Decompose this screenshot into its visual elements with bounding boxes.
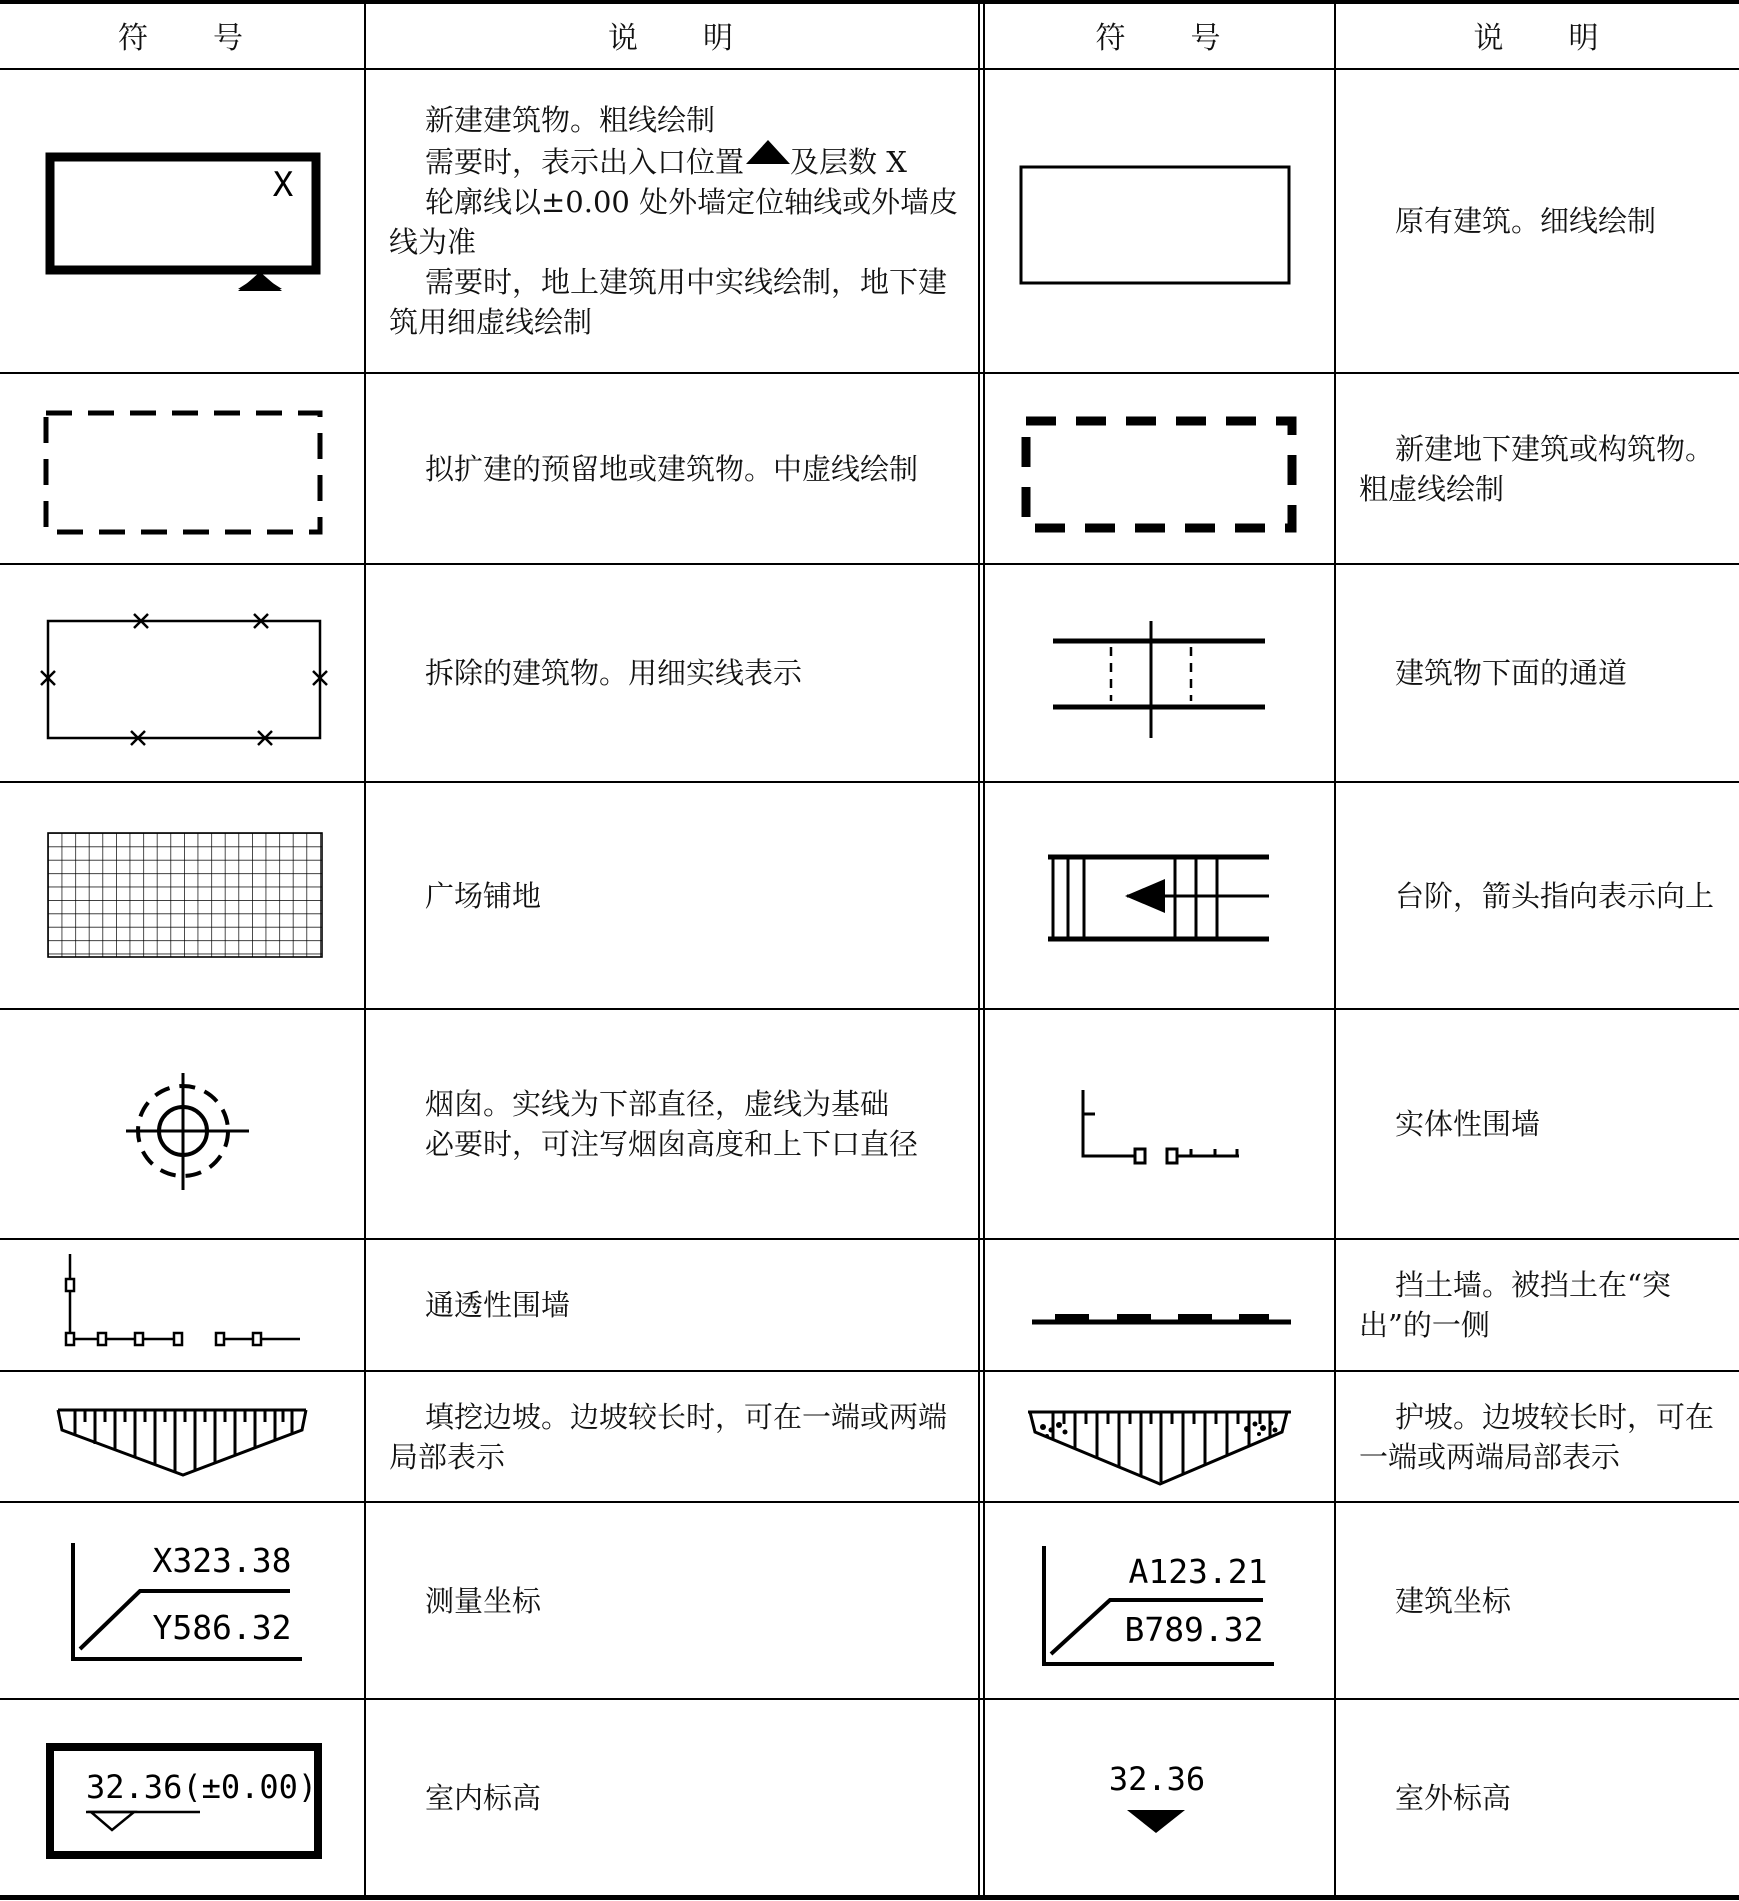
desc-existing-building: 原有建筑。细线绘制 — [1395, 204, 1657, 238]
indoor-elevation-symbol — [0, 1700, 364, 1895]
cut-fill-slope-symbol — [0, 1372, 364, 1501]
open-wall-icon — [0, 1240, 364, 1370]
new-underground-building-symbol — [985, 374, 1334, 563]
desc-chimney — [366, 1010, 978, 1238]
desc-line: 需要时，地上建筑用中实线绘制，地下建筑用细虚线绘制 — [389, 265, 948, 339]
header-char: 符 — [1095, 21, 1129, 56]
desc-new-underground-building: 新建地下建筑或构筑物。粗虚线绘制 — [1359, 431, 1715, 506]
thick-dashed-rect-icon — [985, 374, 1334, 563]
header-char: 说 — [1473, 21, 1507, 56]
coordinate-b-value: B789.32 — [1124, 1610, 1264, 1649]
header-desc-right — [1336, 0, 1739, 70]
demolished-building-symbol — [0, 565, 364, 781]
retaining-wall-symbol — [985, 1240, 1334, 1370]
desc-line: 烟囱。实线为下部直径，虚线为基础 — [425, 1087, 890, 1121]
desc-solid-enclosure-wall: 实体性围墙 — [1395, 1107, 1541, 1141]
floor-count-mark: X — [272, 165, 294, 205]
desc-cut-fill-slope: 填挖边坡。边坡较长时，可在一端或两端局部表示 — [389, 1399, 948, 1474]
header-char: 号 — [213, 21, 246, 56]
existing-building-symbol — [985, 70, 1334, 372]
desc-new-building — [366, 70, 978, 372]
desc-line: 轮廓线以±0.00 处外墙定位轴线或外墙皮线为准 — [389, 185, 959, 259]
entrance-triangle-icon — [746, 140, 790, 164]
coordinate-a-value: A123.21 — [1128, 1552, 1268, 1591]
desc-passage-under-building: 建筑物下面的通道 — [1395, 656, 1628, 690]
existing-building-icon — [985, 70, 1334, 372]
building-coordinate-icon — [985, 1503, 1334, 1698]
desc-survey-coordinate: 测量坐标 — [425, 1583, 542, 1618]
new-building-icon — [0, 70, 364, 372]
desc-indoor-elevation: 室内标高 — [425, 1780, 542, 1815]
desc-line: 新建建筑物。粗线绘制 — [425, 103, 716, 137]
header-symbol-left — [0, 0, 364, 70]
desc-plaza-paving: 广场铺地 — [425, 878, 542, 913]
desc-text: 及层数 X — [790, 145, 907, 179]
outdoor-elevation-value: 32.36 — [1108, 1760, 1206, 1798]
indoor-elevation-icon — [0, 1700, 364, 1895]
outdoor-elevation-symbol — [985, 1700, 1334, 1895]
header-symbol-right — [985, 0, 1334, 70]
revetment-slope-symbol — [985, 1372, 1334, 1501]
passage-under-building-symbol — [985, 565, 1334, 781]
outdoor-elevation-icon — [985, 1700, 1334, 1895]
header-desc-left — [366, 0, 978, 70]
planned-expansion-symbol — [0, 374, 364, 563]
header-char: 明 — [1568, 21, 1602, 56]
desc-revetment-slope: 护坡。边坡较长时，可在一端或两端局部表示 — [1359, 1399, 1715, 1474]
steps-symbol — [985, 783, 1334, 1008]
medium-dashed-rect-icon — [0, 374, 364, 563]
slope-icon — [0, 1372, 364, 1501]
center-double-rule — [978, 0, 980, 1900]
chimney-symbol — [0, 1010, 364, 1238]
header-char: 明 — [703, 21, 736, 56]
survey-coordinate-icon — [0, 1503, 364, 1698]
desc-retaining-wall: 挡土墙。被挡土在“突出”的一侧 — [1359, 1268, 1671, 1342]
desc-planned-expansion: 拟扩建的预留地或建筑物。中虚线绘制 — [425, 451, 919, 486]
header-char: 号 — [1190, 21, 1224, 56]
indoor-elevation-value: 32.36(±0.00) — [86, 1768, 318, 1806]
grid-paving-icon — [0, 783, 364, 1008]
desc-outdoor-elevation: 室外标高 — [1395, 1780, 1512, 1815]
plaza-paving-symbol — [0, 783, 364, 1008]
solid-wall-icon — [985, 1010, 1334, 1238]
desc-open-enclosure-wall: 通透性围墙 — [425, 1288, 571, 1322]
survey-coordinate-symbol — [0, 1503, 364, 1698]
open-enclosure-wall-symbol — [0, 1240, 364, 1370]
desc-text: 需要时，表示出入口位置 — [425, 145, 745, 179]
demolished-rect-icon — [0, 565, 364, 781]
revetment-icon — [985, 1372, 1334, 1501]
desc-demolished-building: 拆除的建筑物。用细实线表示 — [425, 656, 803, 690]
steps-arrow-icon — [985, 783, 1334, 1008]
table-bottom-border — [0, 1895, 1739, 1900]
chimney-icon — [0, 1010, 364, 1238]
desc-line — [389, 140, 962, 182]
new-building-symbol — [0, 70, 364, 372]
coordinate-x-value: X323.38 — [152, 1541, 292, 1580]
coordinate-y-value: Y586.32 — [152, 1608, 292, 1647]
desc-line: 必要时，可注写烟囱高度和上下口直径 — [425, 1127, 919, 1161]
passage-icon — [985, 565, 1334, 781]
desc-building-coordinate: 建筑坐标 — [1395, 1583, 1512, 1618]
header-char: 说 — [608, 21, 641, 56]
retaining-wall-icon — [985, 1240, 1334, 1370]
desc-steps: 台阶，箭头指向表示向上 — [1395, 878, 1715, 913]
building-coordinate-symbol — [985, 1503, 1334, 1698]
solid-enclosure-wall-symbol — [985, 1010, 1334, 1238]
header-char: 符 — [118, 21, 151, 56]
